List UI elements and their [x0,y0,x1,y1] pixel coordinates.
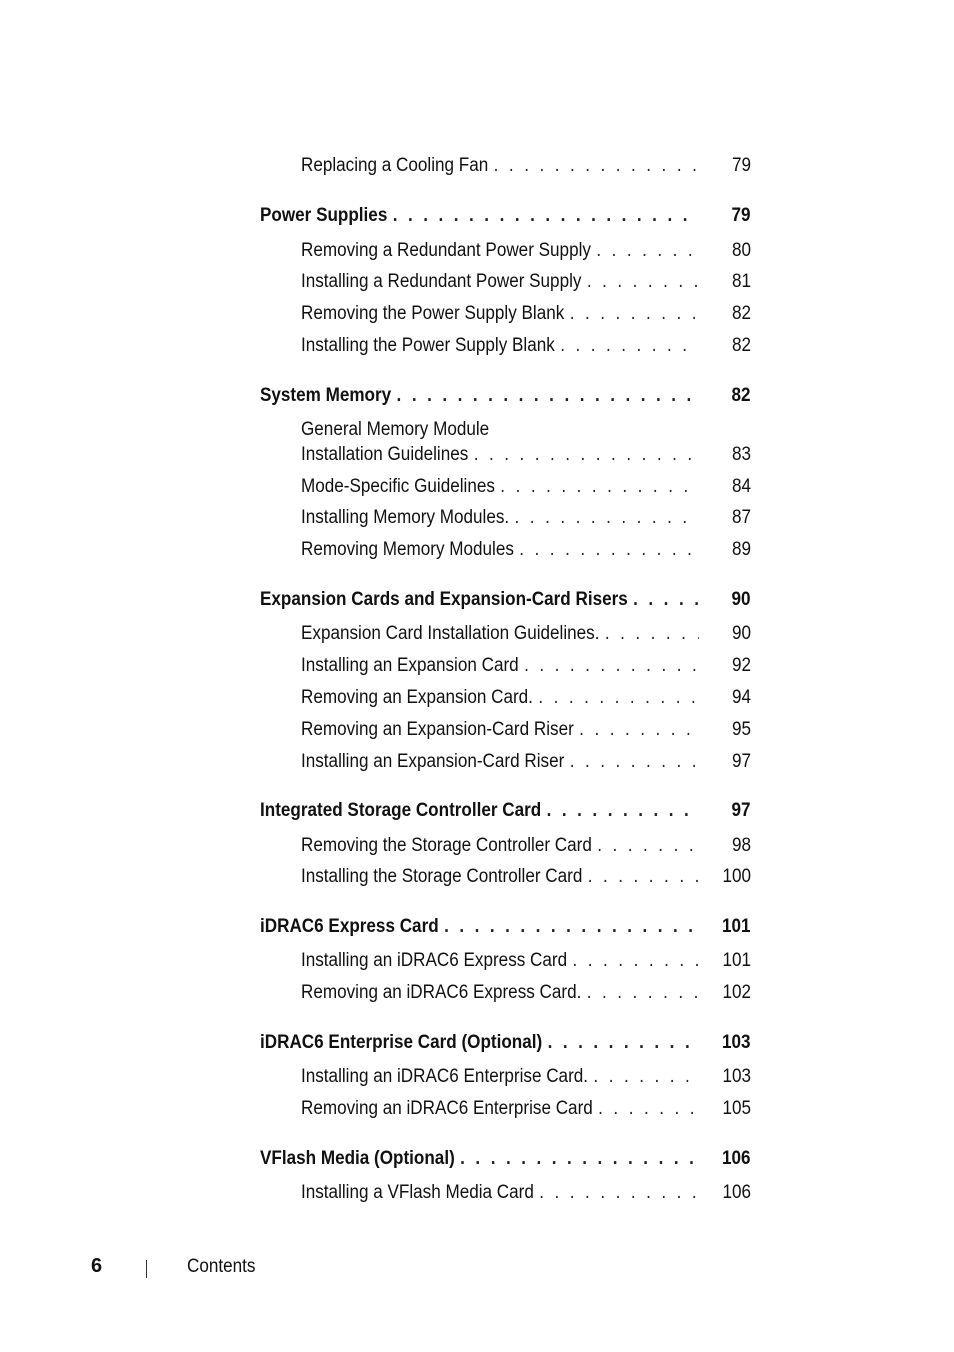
toc-page-number: 82 [731,335,751,356]
dot-leader [597,834,699,858]
dot-leader [494,154,699,178]
dot-leader [588,865,699,889]
dot-leader [519,538,699,562]
dot-leader [500,475,698,499]
toc-section-label: Expansion Cards and Expansion-Card Risers [260,589,628,610]
toc-page-number: 92 [731,655,751,676]
toc-page-number: 98 [731,835,751,856]
toc-page-number: 94 [731,687,751,708]
dot-leader [547,799,699,823]
dot-leader [587,981,699,1005]
dot-leader [397,384,699,408]
dot-leader [570,302,699,326]
toc-section-entry[interactable] [260,1147,751,1171]
toc-entry[interactable] [301,506,751,530]
toc-entry[interactable] [301,443,751,467]
toc-page-number: 83 [731,444,751,465]
toc-entry-label: Removing an iDRAC6 Express Card. [301,982,582,1003]
dot-leader [515,506,699,530]
toc-page-number: 100 [722,866,751,887]
toc-entry-label: Installation Guidelines [301,444,469,465]
toc-page-number: 79 [731,205,751,226]
dot-leader [573,949,699,973]
toc-entry-label: Removing a Redundant Power Supply [301,240,591,261]
dot-leader [538,686,698,710]
toc-page-number: 97 [731,751,751,772]
toc-entry[interactable] [301,334,751,358]
toc-section-entry[interactable] [260,384,751,408]
toc-page-number: 101 [721,916,751,937]
toc-entry-label-line1: General Memory Module [301,419,490,440]
toc-entry-label: Replacing a Cooling Fan [301,155,489,176]
dot-leader [633,588,698,612]
dot-leader [570,750,699,774]
dot-leader [587,270,699,294]
toc-page-number: 103 [721,1032,751,1053]
dot-leader [444,915,698,939]
toc-entry[interactable] [301,686,751,710]
toc-entry-label: Mode-Specific Guidelines [301,476,495,497]
toc-entry[interactable] [301,154,751,178]
toc-entry-label: Removing the Power Supply Blank [301,303,565,324]
toc-section-label: Power Supplies [260,205,388,226]
footer-page-number: 6 [91,1255,103,1277]
toc-section-label: VFlash Media (Optional) [260,1148,455,1169]
toc-page-number: 89 [731,539,751,560]
dot-leader [474,443,699,467]
dot-leader [593,1065,698,1089]
toc-entry[interactable] [301,239,751,263]
toc-page-number: 105 [722,1098,751,1119]
toc-page-number: 97 [731,800,751,821]
toc-entry-label: Removing an Expansion-Card Riser [301,719,574,740]
toc-section-entry[interactable] [260,799,751,823]
toc-entry[interactable] [301,750,751,774]
toc-page-number: 95 [731,719,751,740]
dot-leader [605,622,699,646]
dot-leader [560,334,699,358]
toc-page-number: 103 [722,1066,751,1087]
toc-entry-label: Installing the Power Supply Blank [301,335,555,356]
toc-entry-label: Installing an Expansion-Card Riser [301,751,565,772]
toc-entry-label: Installing a VFlash Media Card [301,1182,534,1203]
toc-page-number: 82 [731,385,751,406]
dot-leader [596,239,698,263]
toc-page-number: 81 [731,271,751,292]
toc-section-label: iDRAC6 Express Card [260,916,439,937]
toc-page-number: 84 [731,476,751,497]
toc-entry[interactable] [301,949,751,973]
toc-entry-label: Installing Memory Modules. [301,507,510,528]
toc-section-label: Integrated Storage Controller Card [260,800,542,821]
toc-entry[interactable] [301,865,751,889]
toc-page-number: 80 [731,240,751,261]
dot-leader [579,718,699,742]
toc-entry[interactable] [301,302,751,326]
toc-entry-label: Installing an iDRAC6 Enterprise Card. [301,1066,589,1087]
toc-entry[interactable] [301,538,751,562]
toc-page-number: 102 [722,982,751,1003]
toc-entry[interactable] [301,1181,751,1205]
dot-leader [548,1031,699,1055]
toc-entry-label: Installing the Storage Controller Card [301,866,583,887]
dot-leader [598,1097,699,1121]
toc-page-number: 82 [731,303,751,324]
toc-entry-label: Removing an iDRAC6 Enterprise Card [301,1098,593,1119]
toc-section-label: iDRAC6 Enterprise Card (Optional) [260,1032,543,1053]
dot-leader [460,1147,698,1171]
toc-page-number: 87 [731,507,751,528]
toc-page-number: 79 [731,155,751,176]
toc-entry[interactable] [301,270,751,294]
toc-entry[interactable] [301,981,751,1005]
toc-entry-label: Removing an Expansion Card. [301,687,533,708]
toc-entry[interactable] [301,1097,751,1121]
footer-section-label: Contents [187,1256,256,1277]
toc-page-number: 101 [722,950,751,971]
toc-entry[interactable] [301,475,751,499]
toc-entry-label: Installing an Expansion Card [301,655,519,676]
dot-leader [524,654,699,678]
toc-page-number: 106 [722,1182,751,1203]
toc-section-entry[interactable] [260,588,751,612]
footer-divider [146,1260,147,1278]
toc-page-number: 106 [721,1148,751,1169]
toc-entry-label: Installing a Redundant Power Supply [301,271,582,292]
toc-entry[interactable] [301,718,751,742]
toc-entry-label: Expansion Card Installation Guidelines. [301,623,600,644]
toc-section-entry[interactable] [260,1031,751,1055]
toc-page-number: 90 [731,623,751,644]
toc-entry-label: Installing an iDRAC6 Express Card [301,950,568,971]
toc-entry-label: Removing Memory Modules [301,539,514,560]
toc-entry[interactable] [301,1065,751,1089]
toc-entry[interactable] [301,622,751,646]
dot-leader [539,1181,699,1205]
toc-section-entry[interactable] [260,204,751,228]
toc-page-number: 90 [731,589,751,610]
toc-section-label: System Memory [260,385,392,406]
toc-entry-label: Removing the Storage Controller Card [301,835,592,856]
toc-section-entry[interactable] [260,915,751,939]
toc-entry[interactable] [301,654,751,678]
toc-entry[interactable] [301,834,751,858]
dot-leader [393,204,699,228]
